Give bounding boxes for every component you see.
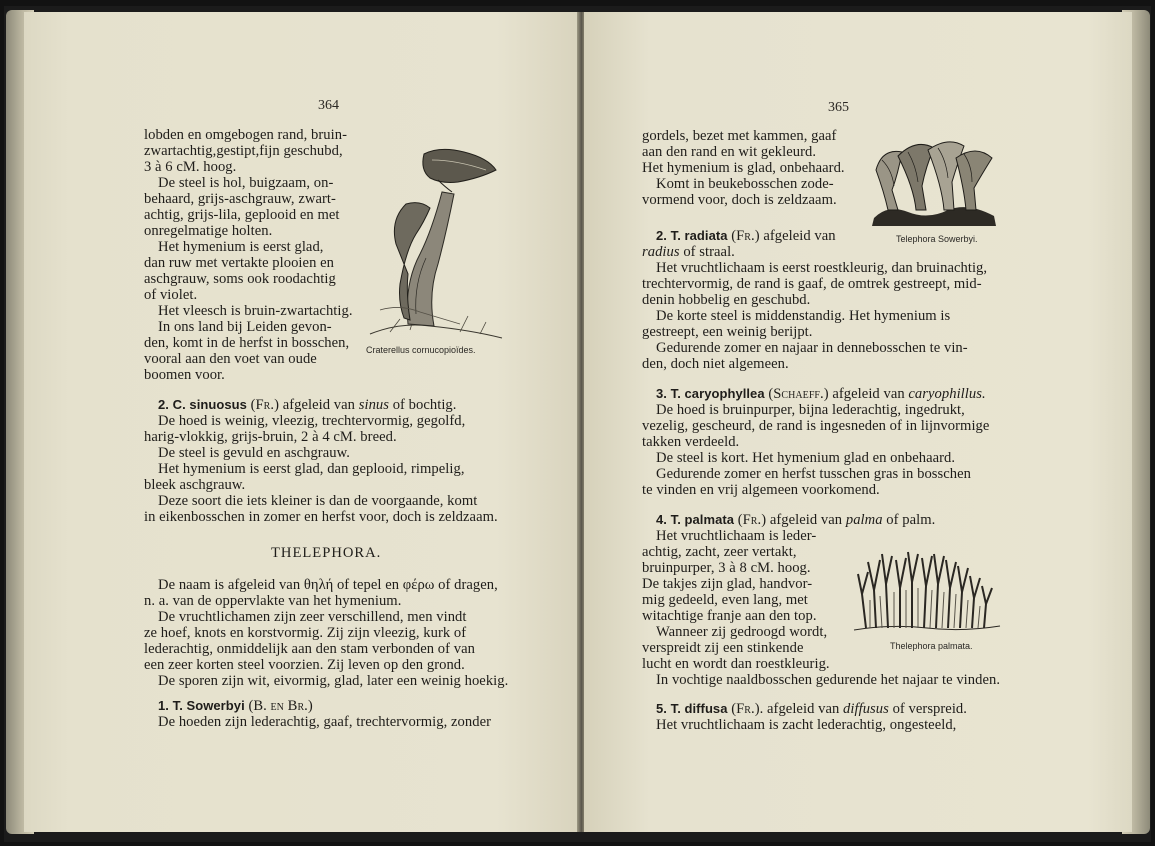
text-line: lobden en omgebogen rand, bruin- bbox=[144, 127, 348, 143]
text-line: dan ruw met vertakte plooien en bbox=[144, 255, 334, 271]
text-line: vezelig, gescheurd, de rand is ingesneden of in lijnvormige bbox=[642, 418, 990, 434]
text-line: In vochtige naaldbosschen gedurende het najaar te vinden. bbox=[656, 672, 1001, 688]
figure-caption: Craterellus cornucopioïdes. bbox=[366, 345, 476, 355]
text-line: De hoeden zijn lederachtig, gaaf, trechtervormig, zonder bbox=[158, 714, 492, 730]
figure-caption: Thelephora palmata. bbox=[890, 641, 973, 651]
palmata-illustration bbox=[852, 544, 1002, 638]
text-line: in eikenbosschen in zomer en herfst voor, doch is zeldzaam. bbox=[144, 509, 498, 525]
left-page bbox=[24, 12, 580, 832]
text-line: Het hymenium is eerst glad, bbox=[158, 239, 324, 255]
text-line: den, komt in de herfst in bosschen, bbox=[144, 335, 350, 351]
text-line: achtig, zacht, zeer vertakt, bbox=[642, 544, 797, 560]
text-line: De steel is hol, buigzaam, on- bbox=[158, 175, 334, 191]
right-page bbox=[584, 12, 1132, 832]
text-line: De korte steel is middenstandig. Het hymenium is bbox=[656, 308, 951, 324]
text-line: trechtervormig, de rand is gaaf, de omtrek gestreept, mid- bbox=[642, 276, 982, 292]
page-number: 364 bbox=[318, 98, 339, 113]
text-line: Het hymenium is eerst glad, dan geplooid, rimpelig, bbox=[158, 461, 465, 477]
text-line: aschgrauw, soms ook roodachtig bbox=[144, 271, 336, 287]
text-line: De sporen zijn wit, eivormig, glad, later een weinig hoekig. bbox=[158, 673, 509, 689]
figure-caption: Telephora Sowerbyi. bbox=[896, 234, 978, 244]
sowerbyi-illustration bbox=[868, 130, 1000, 228]
text-line: radius of straal. bbox=[642, 244, 735, 260]
text-line: Deze soort die iets kleiner is dan de voorgaande, komt bbox=[158, 493, 478, 509]
text-line: De hoed is weinig, vleezig, trechtervormig, gegolfd, bbox=[158, 413, 466, 429]
text-line: Gedurende zomer en herfst tusschen gras in bosschen bbox=[656, 466, 971, 482]
text-line: Het vleesch is bruin-zwartachtig. bbox=[158, 303, 353, 319]
text-line: of violet. bbox=[144, 287, 198, 303]
text-line: Het hymenium is glad, onbehaard. bbox=[642, 160, 845, 176]
text-line: bleek aschgrauw. bbox=[144, 477, 246, 493]
text-line: Het vruchtlichaam is zacht lederachtig, ongesteeld, bbox=[656, 717, 957, 733]
entry-heading: 4. T. palmata (Fr.) afgeleid van palma of palm. bbox=[656, 512, 936, 528]
text-line: De takjes zijn glad, handvor- bbox=[642, 576, 813, 592]
text-line: Het vruchtlichaam is leder- bbox=[656, 528, 817, 544]
text-line: achtig, grijs-lila, geplooid en met bbox=[144, 207, 340, 223]
text-line: In ons land bij Leiden gevon- bbox=[158, 319, 332, 335]
text-line: gestreept, een weinig berijpt. bbox=[642, 324, 813, 340]
text-line: mig gedeeld, even lang, met bbox=[642, 592, 808, 608]
text-line: boomen voor. bbox=[144, 367, 225, 383]
text-line: vormend voor, doch is zeldzaam. bbox=[642, 192, 837, 208]
text-line: bruinpurper, 3 à 8 cM. hoog. bbox=[642, 560, 811, 576]
text-line: te vinden en vrij algemeen voorkomend. bbox=[642, 482, 880, 498]
text-line: aan den rand en wit gekleurd. bbox=[642, 144, 817, 160]
text-line: De steel is gevuld en aschgrauw. bbox=[158, 445, 350, 461]
text-line: den, doch niet algemeen. bbox=[642, 356, 789, 372]
text-line: harig-vlokkig, grijs-bruin, 2 à 4 cM. breed. bbox=[144, 429, 397, 445]
text-line: lederachtig, onmiddelijk aan den stam verbonden of van bbox=[144, 641, 475, 657]
entry-heading: 1. T. Sowerbyi (B. en Br.) bbox=[158, 698, 313, 714]
entry-heading: 3. T. caryophyllea (Schaeff.) afgeleid van caryophillus. bbox=[656, 386, 986, 402]
entry-heading: 5. T. diffusa (Fr.). afgeleid van diffusus of verspreid. bbox=[656, 701, 967, 717]
text-line: denin hobbelig en geschubd. bbox=[642, 292, 811, 308]
entry-heading: 2. C. sinuosus (Fr.) afgeleid van sinus of bochtig. bbox=[158, 397, 457, 413]
text-line: verspreidt zij een stinkende bbox=[642, 640, 804, 656]
page-number: 365 bbox=[828, 100, 849, 115]
text-line: behaard, grijs-aschgrauw, zwart- bbox=[144, 191, 336, 207]
text-line: onregelmatige holten. bbox=[144, 223, 273, 239]
text-line: lucht en wordt dan roestkleurig. bbox=[642, 656, 830, 672]
text-line: n. a. van de oppervlakte van het hymenium. bbox=[144, 593, 402, 609]
text-line: De naam is afgeleid van θηλή of tepel en φέρω of dragen, bbox=[158, 577, 498, 593]
text-line: zwartachtig,gestipt,fijn geschubd, bbox=[144, 143, 343, 159]
text-line: Komt in beukebosschen zode- bbox=[656, 176, 834, 192]
entry-heading: 2. T. radiata (Fr.) afgeleid van bbox=[656, 228, 836, 244]
text-line: witachtige franje aan den top. bbox=[642, 608, 817, 624]
text-line: De vruchtlichamen zijn zeer verschillend, men vindt bbox=[158, 609, 467, 625]
text-line: Gedurende zomer en najaar in dennebosschen te vin- bbox=[656, 340, 968, 356]
text-line: ze hoef, knots en korstvormig. Zij zijn vleezig, kurk of bbox=[144, 625, 467, 641]
text-line: takken verdeeld. bbox=[642, 434, 740, 450]
text-line: een zeer korten steel voorzien. Zij leven op den grond. bbox=[144, 657, 465, 673]
text-line: Het vruchtlichaam is eerst roestkleurig, dan bruinachtig, bbox=[656, 260, 988, 276]
text-line: 3 à 6 cM. hoog. bbox=[144, 159, 237, 175]
section-heading: THELEPHORA. bbox=[271, 545, 382, 561]
text-line: De steel is kort. Het hymenium glad en onbehaard. bbox=[656, 450, 956, 466]
text-line: Wanneer zij gedroogd wordt, bbox=[656, 624, 828, 640]
text-line: De hoed is bruinpurper, bijna lederachtig, ingedrukt, bbox=[656, 402, 965, 418]
text-line: vooral aan den voet van oude bbox=[144, 351, 317, 367]
text-line: gordels, bezet met kammen, gaaf bbox=[642, 128, 837, 144]
craterellus-illustration bbox=[360, 134, 510, 344]
